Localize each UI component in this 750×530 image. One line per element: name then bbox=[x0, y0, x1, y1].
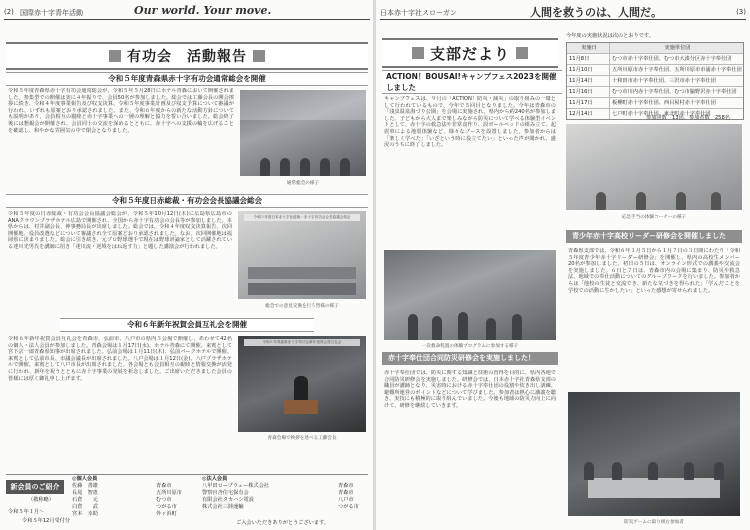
council-banner: 令和５年度日本赤十字社総裁・赤十字有功会会長協議会総会 bbox=[244, 214, 360, 221]
right-page bbox=[376, 0, 750, 530]
left-s2-caption: 総会での意見交換を行う皆様の様子 bbox=[265, 304, 339, 309]
right-header bbox=[380, 4, 746, 20]
right-s3-body: 青森県支部では、令和６年１月５日から１月７日の３日間にわたり「令和５年度青少年赤十字リーダー研修会」を開催し、県内の高校生メンバー20名が参加しました。初日の５日は、オンライン形式での講義や交流会を実施しました。６日と７日は、青森市内の会場に集まり、防災や救急法、地域での奉仕活動についてのグループワークを行いました。参加者からは「他校の生徒と交流でき、新たな気づきを得られた」「学んだことを学校での活動に生かしたい」といった感想が寄せられました。 bbox=[568, 248, 740, 294]
right-s3-caption: 防災ゲームに取り組む参加者 bbox=[624, 520, 684, 525]
left-header bbox=[4, 4, 370, 20]
left-s1-caption: 通常総会の様子 bbox=[286, 181, 320, 186]
right-s1-caption2: 応急手当の体験コーナーの様子 bbox=[621, 215, 687, 220]
individual-members: ◎個人会員 佐藤 善雄 青森市 長尾 智恵 五所川原市 石倉 元 むつ市 白倉 武 つがる市 宮本 幸助 外ヶ浜町 bbox=[72, 476, 198, 518]
member-row: 石倉 元 むつ市 bbox=[72, 497, 172, 503]
table-row: 12月14日 七戸町赤十字奉仕団、東北町赤十字奉仕団 bbox=[569, 111, 711, 117]
member-row: 八甲田ロープウェー株式会社 青森市 bbox=[202, 483, 354, 489]
left-slogan: Our world. Your move. bbox=[134, 4, 272, 17]
right-s1-body: キャンプフェスは、９月の「ACTION！防災・減災」の取り組みの一環として行われているもので、今年で５回目となりました。今年は青森市の「浅虫温泉海づり公園」を会場に実施され、県内から約240名が参加しました。子どもから大人まで楽しみながら防災について学べる体験型イベントとして、赤十字の救急法や非常食作り、段ボールベッドの組み立て、起震車による地震体験など、様々なブースを設置しました。参加者からは「楽しく学べた」「いざという時に役立てたい」といった声が聞かれ、盛況のうちに終了しました。 bbox=[384, 96, 556, 149]
member-row: 宮本 幸助 外ヶ浜町 bbox=[72, 511, 177, 517]
new-year-ceremony-photo bbox=[238, 336, 366, 432]
member-row: 佐藤 善雄 青森市 bbox=[72, 483, 172, 489]
left-page-number: (2) bbox=[4, 8, 14, 16]
first-aid-photo bbox=[566, 124, 742, 210]
right-s1-caption1: 一次救命処置の体験プログラムに参加する様子 bbox=[421, 344, 519, 349]
schedule-table bbox=[566, 42, 744, 120]
thanks-note: ご入会いただきありがとうございます。 bbox=[236, 520, 329, 526]
member-row: 警察官舎住宅保有会 青森市 bbox=[202, 490, 354, 496]
council-meeting-photo bbox=[238, 211, 366, 299]
corporate-members: ◎法人会員 八甲田ロープウェー株式会社 青森市 警察官舎住宅保有会 青森市 有限会社タカハシ電設 八戸市 株式会社三陸運輸 つがる市 bbox=[202, 476, 368, 511]
left-s3-head: 令和６年新年祝賀会員互礼会を開催 bbox=[60, 318, 314, 332]
left-s2-body: 令和５年度の日赤総裁・有功会会長協議会総会が、令和５年10月12日(木)に広島県広島市のANAクラウンプラザホテル広島で開催され、全国から赤十字有功会の会長等が参加しました。本県からは、村井副会長、神事務局長が出席しました。総会では、令和４年度収支決算報告、次回開催地、役員改選などについて審議され全て原案どおり承認されました。なお、次回開催地は福岡県に決まりました。総会に引き続き、元プロ野球選手で現在は野球評論家として活躍されている達川光男氏を講師に招き「達川流・逆境をはね返す力」と題した講演会が行われました。 bbox=[8, 211, 232, 250]
left-s3-caption: 青森会場で挨拶を述べる工藤会長 bbox=[267, 436, 337, 441]
right-s2-body: 赤十字奉仕団では、防災に関する知識と技術の習得を目的に、県内各地で合同防災研修会を実施しました。研修会では、日本赤十字社青森県支部の職員が講師となり、災害時における赤十字奉仕団の役割や炊き出し訓練、避難所運営のポイントなどについて学びました。参加者は熱心に講義を聴き、実技にも積極的に取り組んでいました。今後も地域の防災力向上に向けて、研修を継続していきます。 bbox=[384, 370, 556, 409]
member-row: 長尾 智恵 五所川原市 bbox=[72, 490, 182, 496]
right-page-title: 支部だより bbox=[382, 38, 558, 68]
left-page bbox=[0, 0, 374, 530]
left-s1-head: 令和５年度青森県赤十字有功会通常総会を開催 bbox=[6, 72, 368, 86]
member-row: 有限会社タカハシ電設 八戸市 bbox=[202, 497, 354, 503]
period-to: 令和５年12月受付分 bbox=[22, 518, 71, 524]
general-meeting-photo bbox=[240, 90, 366, 176]
period-from: 令和５年１月～ bbox=[8, 509, 45, 515]
member-row: 白倉 武 つがる市 bbox=[72, 504, 177, 510]
left-page-title: 有功会 活動報告 bbox=[6, 42, 368, 70]
table-stats: 参加団数 13団、参加者数 258名 bbox=[646, 115, 730, 121]
table-title: 今年度の実施状況は次のとおりです。 bbox=[566, 33, 654, 39]
right-org: 日本赤十字社スローガン bbox=[380, 9, 457, 17]
left-s2-head: 令和５年度日赤総裁・有功会会長協議会総会 bbox=[6, 194, 368, 208]
table-row: 11月14日 十和田市赤十字奉仕団、三沢市赤十字奉仕団 bbox=[567, 76, 743, 87]
honorific-note: （敬称略） bbox=[28, 497, 54, 503]
right-page-number: (3) bbox=[736, 8, 746, 16]
campfest-photo bbox=[384, 250, 556, 340]
right-s3-head: 青少年赤十字高校リーダー研修会を開催しました bbox=[566, 230, 742, 243]
right-slogan: 人間を救うのは、人間だ。 bbox=[530, 6, 662, 19]
table-row: 11月16日 むつ市川内赤十字奉仕団、むつ市脇野沢赤十字奉仕団 bbox=[567, 87, 743, 98]
left-s1-body: 令和５年度青森県赤十字有功会通常総会が、令和５年５月28日にホテル青森において開催されました。参集型での開催は実に４年振りで、会員50名が参加しました。総会では工藤会長の開会挨拶に続き、令和４年度事業報告及び収支決算、令和５年度事業計画及び収支予算について審議が行われ、いずれも原案どおり承認されました。また、令和６年度からの新たな活動方針についても説明があり、会員相互の親睦と赤十字事業への一層の理解と協力を誓い合いました。総会終了後には懇親会が開催され、会員同士の交流を深めるとともに、赤十字への支援の輪を広げることを確認し、和やかな雰囲気の中で閉会となりました。 bbox=[8, 88, 234, 134]
right-s2-head: 赤十字奉仕団合同防災研修会を実施しました！ bbox=[382, 352, 558, 365]
table-header-row: 実施日 実施単位団 bbox=[567, 43, 743, 54]
table-row: 11月17日 板柳町赤十字奉仕団、西目屋村赤十字奉仕団 bbox=[567, 98, 743, 109]
left-s3-body: 令和６年新年祝賀会員互礼会を青森市、弘前市、八戸市の県内３会場で開催し、あわせて42名の個人・法人会員が参加しました。青森会場は１月17日(水)、ホテル青森にて開催。来賓として宮下宗一郎青森県知事が出席されました。弘前会場は１月11日(木)、弘前パークホテルで開催。来賓として弘前市長、市議会議長が出席されました。八戸会場は１月12日(金)、八戸プラザホテルで開催。来賓として八戸市長が出席されました。各会場とも会員相互の親睦と情報交換が活発に行われ、新年を祝うとともに赤十字事業の発展を祈念しました。ご出席いただきました会員の皆様には厚く御礼申し上げます。 bbox=[8, 336, 232, 382]
table-row: 11月10日 五所川原市赤十字奉仕団、五所川原市市浦赤十字奉仕団 bbox=[567, 65, 743, 76]
new-members-title: 新会員のご紹介 bbox=[6, 480, 64, 494]
table-row: 11月8日 むつ市赤十字奉仕団、むつ市大湊分区赤十字奉仕団 bbox=[567, 54, 743, 65]
youth-workshop-photo bbox=[568, 392, 740, 516]
member-row: 株式会社三陸運輸 つがる市 bbox=[202, 504, 359, 510]
left-org: 国際赤十字青年活動 bbox=[20, 9, 83, 17]
right-s1-head: ACTION！BOUSAI!キャンプフェス2023を開催しました bbox=[382, 70, 562, 94]
new-year-banner: 令和６年青森県赤十字有功会新年祝賀会員互礼会 bbox=[244, 339, 360, 346]
